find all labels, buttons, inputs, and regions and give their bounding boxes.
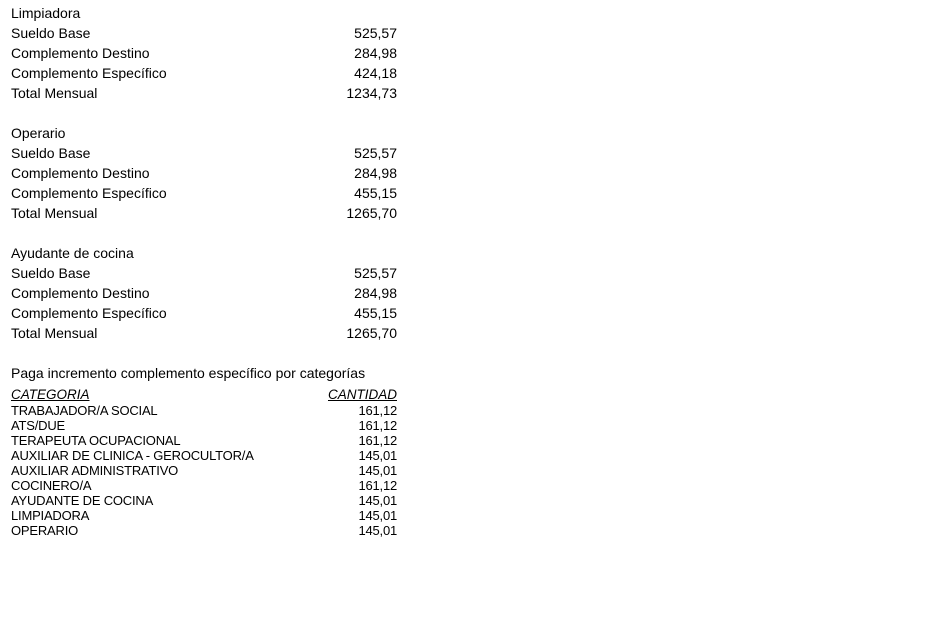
salary-block-operario (11, 123, 397, 223)
salary-row-value: 455,15 (354, 305, 397, 321)
column-header-cantidad: CANTIDAD (327, 387, 397, 402)
salary-row-label: Sueldo Base (11, 265, 91, 281)
category-amount: 145,01 (358, 508, 397, 523)
salary-block-title: Limpiadora (11, 5, 81, 21)
category-amount: 145,01 (358, 493, 397, 508)
category-name: ATS/DUE (11, 418, 65, 433)
category-amount: 161,12 (358, 433, 397, 448)
salary-row-label: Complemento Destino (11, 165, 150, 181)
category-name: OPERARIO (11, 523, 79, 538)
salary-row-label: Complemento Específico (11, 185, 167, 201)
category-amount: 161,12 (358, 418, 397, 433)
category-amount: 161,12 (358, 478, 397, 493)
category-name: AUXILIAR ADMINISTRATIVO (11, 463, 179, 478)
salary-row (11, 63, 397, 83)
table-row (11, 508, 397, 523)
categories-section (11, 363, 397, 538)
salary-row-value: 284,98 (354, 165, 397, 181)
salary-row (11, 183, 397, 203)
category-amount: 145,01 (358, 463, 397, 478)
salary-row-value: 284,98 (354, 45, 397, 61)
salary-row-total (11, 323, 397, 343)
salary-row-value: 525,57 (354, 145, 397, 161)
salary-row-label: Total Mensual (11, 205, 98, 221)
category-amount: 161,12 (358, 403, 397, 418)
salary-row (11, 283, 397, 303)
salary-row-value: 1234,73 (346, 85, 397, 101)
table-row (11, 433, 397, 448)
salary-row-label: Complemento Específico (11, 65, 167, 81)
category-name: LIMPIADORA (11, 508, 90, 523)
table-row (11, 403, 397, 418)
salary-row-label: Complemento Destino (11, 285, 150, 301)
salary-row-label: Sueldo Base (11, 145, 91, 161)
table-row (11, 463, 397, 478)
salary-row-value: 284,98 (354, 285, 397, 301)
salary-row-label: Complemento Destino (11, 45, 150, 61)
salary-block-limpiadora (11, 3, 397, 103)
category-name: AUXILIAR DE CLINICA - GEROCULTOR/A (11, 448, 254, 463)
table-row (11, 478, 397, 493)
salary-row (11, 163, 397, 183)
payroll-document (11, 3, 397, 538)
salary-row-label: Sueldo Base (11, 25, 91, 41)
salary-row (11, 303, 397, 323)
salary-block-title: Operario (11, 125, 66, 141)
table-row (11, 448, 397, 463)
salary-row-label: Total Mensual (11, 85, 98, 101)
salary-row (11, 43, 397, 63)
salary-row (11, 23, 397, 43)
salary-row-label: Total Mensual (11, 325, 98, 341)
salary-row (11, 143, 397, 163)
category-name: TRABAJADOR/A SOCIAL (11, 403, 158, 418)
salary-row-value: 525,57 (354, 25, 397, 41)
salary-row-total (11, 83, 397, 103)
salary-row-value: 1265,70 (346, 205, 397, 221)
category-name: TERAPEUTA OCUPACIONAL (11, 433, 181, 448)
category-name: AYUDANTE DE COCINA (11, 493, 154, 508)
table-row (11, 523, 397, 538)
categories-heading: Paga incremento complemento específico por categorías (11, 365, 366, 381)
salary-row-value: 1265,70 (346, 325, 397, 341)
salary-block-title: Ayudante de cocina (11, 245, 134, 261)
column-header-categoria: CATEGORIA (11, 387, 90, 402)
category-name: COCINERO/A (11, 478, 92, 493)
salary-row (11, 263, 397, 283)
salary-row-value: 525,57 (354, 265, 397, 281)
table-row (11, 493, 397, 508)
salary-row-total (11, 203, 397, 223)
table-row (11, 418, 397, 433)
salary-row-label: Complemento Específico (11, 305, 167, 321)
salary-row-value: 424,18 (354, 65, 397, 81)
salary-row-value: 455,15 (354, 185, 397, 201)
category-amount: 145,01 (358, 523, 397, 538)
category-amount: 145,01 (358, 448, 397, 463)
salary-block-ayudante-de-cocina (11, 243, 397, 343)
categories-table-header (11, 387, 397, 403)
